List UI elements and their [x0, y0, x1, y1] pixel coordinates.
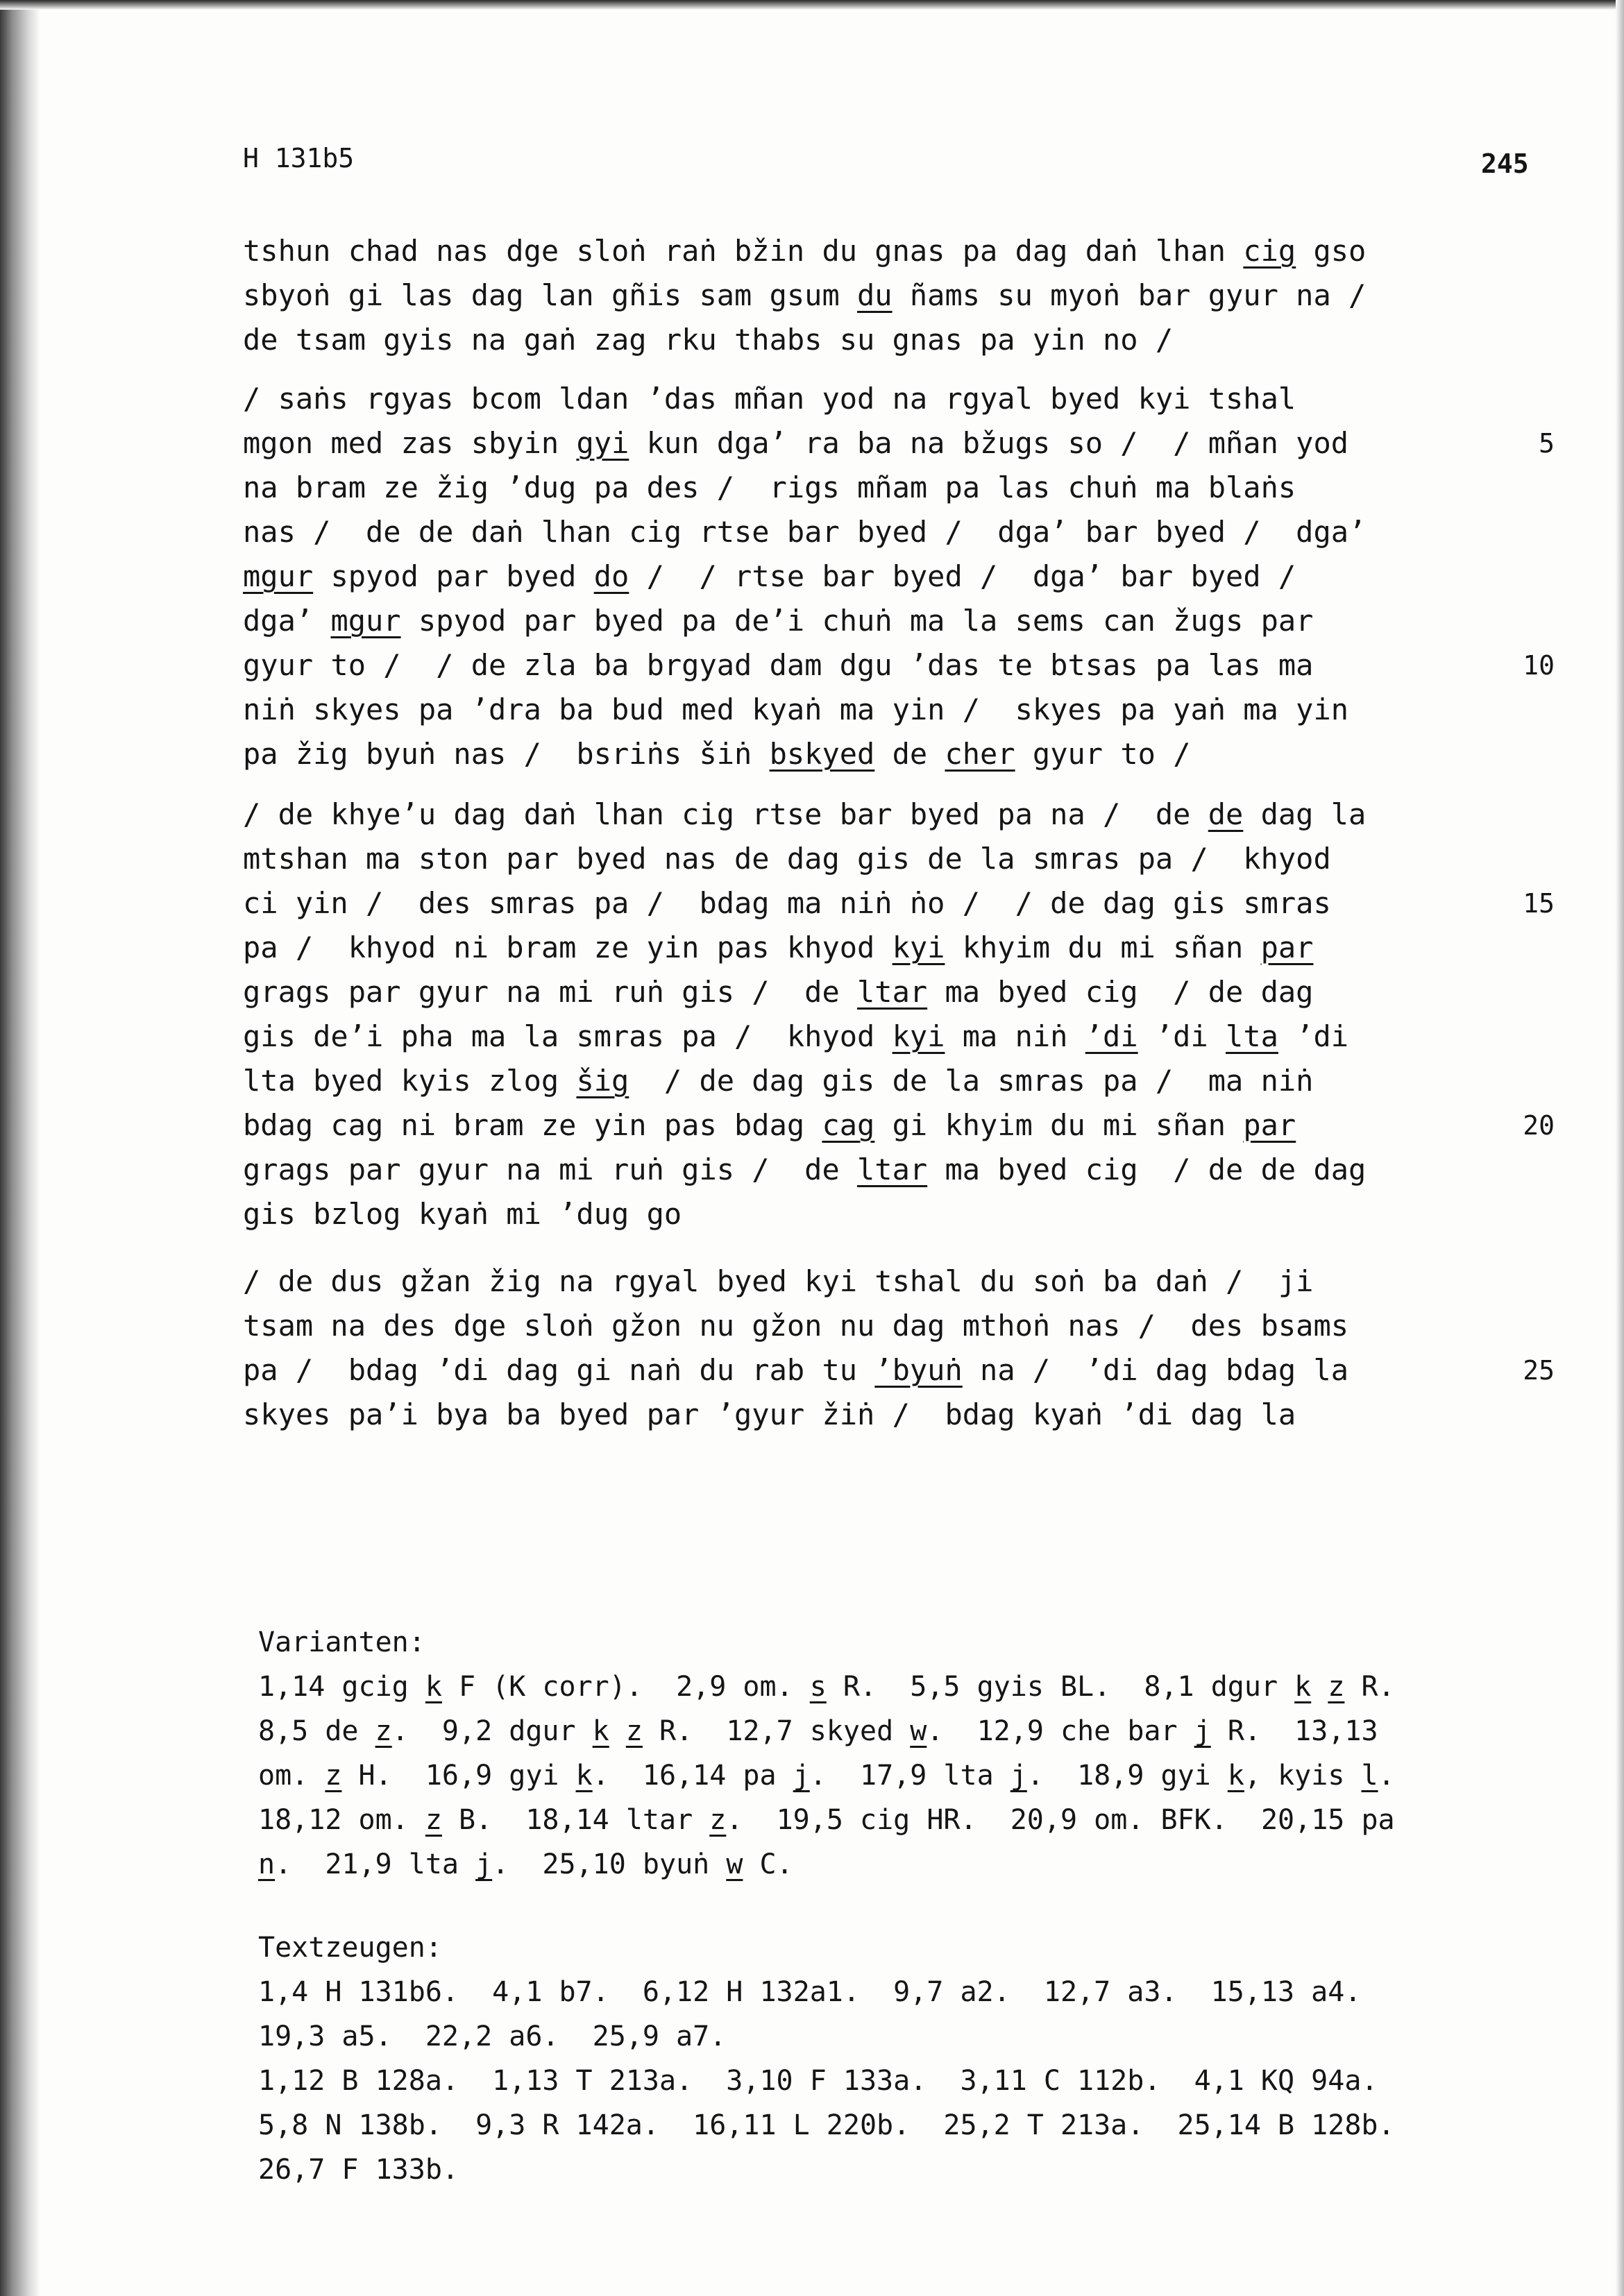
text-line [243, 599, 1464, 643]
text-segment: pa / khyod ni bram ze yin pas khyod [243, 930, 893, 964]
line-number: 5 [1539, 428, 1555, 459]
text-segment: 5,8 N 138b. 9,3 R 142a. 16,11 L 220b. 25,2 T 213a. 25,14 B 128b. [258, 2109, 1395, 2141]
underlined-word: z [625, 1715, 643, 1747]
underlined-word: k [592, 1715, 609, 1747]
text-segment: . 18,9 gyi [1026, 1760, 1228, 1792]
text-segment: 26,7 F 133b. [258, 2154, 459, 2186]
text-line [243, 926, 1464, 970]
text-segment: sbyoṅ gi las dag lan gñis sam gsum [243, 278, 858, 312]
underlined-word: j [475, 1848, 493, 1880]
text-segment: gis de’i pha ma la smras pa / khyod [243, 1019, 893, 1053]
varianten-heading: Varianten: [258, 1626, 425, 1658]
text-segment: . [1378, 1760, 1395, 1792]
varianten-line [258, 1798, 1507, 1842]
text-line [243, 466, 1464, 510]
text-line [243, 732, 1464, 776]
paragraph-3 [243, 792, 1555, 1236]
textzeugen-line [258, 2148, 1507, 2192]
text-segment: 18,12 om. [258, 1804, 425, 1836]
text-segment: . 17,9 lta [809, 1760, 1010, 1792]
text-segment: lta byed kyis zlog [243, 1064, 577, 1098]
text-line [243, 1259, 1464, 1304]
page-number: 245 [1481, 148, 1529, 179]
textzeugen-lines [258, 1970, 1507, 2192]
text-segment: 1,14 gcig [258, 1671, 425, 1703]
underlined-word: ’byuṅ [874, 1353, 963, 1387]
text-segment: ma niṅ [945, 1019, 1085, 1053]
text-segment: / de dag gis de la smras pa / ma niṅ [629, 1064, 1314, 1098]
text-line [243, 1304, 1464, 1348]
text-segment: gyur to / [1015, 737, 1191, 771]
textzeugen-section [258, 1925, 1507, 2192]
text-line [243, 688, 1464, 732]
text-segment [609, 1715, 626, 1747]
text-segment: grags par gyur na mi ruṅ gis / de [243, 1153, 858, 1187]
underlined-word: k [1294, 1671, 1312, 1703]
text-line [243, 1103, 1555, 1148]
underlined-word: z [425, 1804, 442, 1836]
text-segment: R. 5,5 gyis BL. 8,1 dgur [826, 1671, 1295, 1703]
paragraph-4 [243, 1259, 1555, 1437]
text-segment: gis bzlog kyaṅ mi ’dug go [243, 1197, 682, 1231]
underlined-word: w [726, 1848, 743, 1880]
text-segment: ’di [1137, 1019, 1226, 1053]
folio-reference: H 131b5 [243, 143, 355, 173]
text-segment: ci yin / des smras pa / bdag ma niṅ ṅo / / de dag gis smras [243, 886, 1331, 920]
text-line [243, 318, 1464, 362]
underlined-word: n [258, 1848, 276, 1880]
text-line [243, 1192, 1464, 1236]
text-segment: tshun chad nas dge sloṅ raṅ bžin du gnas pa dag daṅ lhan [243, 234, 1244, 268]
underlined-word: z [1328, 1671, 1345, 1703]
underlined-word: j [1010, 1760, 1027, 1792]
text-line [243, 970, 1464, 1014]
text-segment: 19,3 a5. 22,2 a6. 25,9 a7. [258, 2021, 727, 2052]
text-segment: . 19,5 cig HR. 20,9 om. BFK. 20,15 pa [726, 1804, 1395, 1836]
textzeugen-line [258, 2103, 1507, 2148]
textzeugen-line [258, 2059, 1507, 2103]
text-line [243, 1348, 1555, 1393]
text-segment: dga’ [243, 604, 331, 638]
text-segment: / de khye’u dag daṅ lhan cig rtse bar byed pa na / de [243, 797, 1208, 831]
underlined-word: j [793, 1760, 810, 1792]
text-segment: nas / de de daṅ lhan cig rtse bar byed / dga’ bar byed / dga’ [243, 515, 1367, 549]
underlined-word: ltar [857, 975, 928, 1009]
underlined-word: ltar [857, 1153, 928, 1187]
text-segment: . 16,14 pa [592, 1760, 793, 1792]
underlined-word: cag [822, 1108, 875, 1142]
text-segment: tsam na des dge sloṅ gžon nu gžon nu dag mthoṅ nas / des bsams [243, 1309, 1349, 1343]
underlined-word: bskyed [769, 737, 875, 771]
text-line [243, 510, 1464, 554]
text-segment: spyod par byed pa de’i chuṅ ma la sems can žugs par [400, 604, 1314, 638]
text-segment: 1,12 B 128a. 1,13 T 213a. 3,10 F 133a. 3,11 C 112b. 4,1 KQ 94a. [258, 2065, 1378, 2097]
text-segment: pa / bdag ’di dag gi naṅ du rab tu [243, 1353, 875, 1387]
text-segment: mgon med zas sbyin [243, 426, 577, 460]
underlined-word: s [809, 1671, 827, 1703]
underlined-word: gyi [576, 426, 629, 460]
text-segment: na bram ze žig ’dug pa des / rigs mñam pa las chuṅ ma blaṅs [243, 470, 1296, 504]
underlined-word: k [575, 1760, 593, 1792]
text-line [243, 377, 1464, 421]
text-segment: / / rtse bar byed / dga’ bar byed / [629, 559, 1296, 593]
underlined-word: par [1243, 1108, 1296, 1142]
underlined-word: z [709, 1804, 727, 1836]
text-segment: B. 18,14 ltar [441, 1804, 710, 1836]
varianten-line [258, 1665, 1507, 1709]
text-line [243, 273, 1464, 318]
text-segment: 1,4 H 131b6. 4,1 b7. 6,12 H 132a1. 9,7 a2. 12,7 a3. 15,13 a4. [258, 1976, 1362, 2008]
text-line [243, 792, 1464, 837]
page-shadow-left [0, 0, 40, 2296]
underlined-word: de [1208, 797, 1244, 831]
text-line [243, 554, 1464, 599]
text-segment: R. 13,13 [1210, 1715, 1378, 1747]
text-segment: . 9,2 dgur [391, 1715, 593, 1747]
varianten-line [258, 1709, 1507, 1753]
page-shadow-top [0, 0, 1624, 10]
text-segment: , kyis [1244, 1760, 1362, 1792]
underlined-word: kyi [892, 930, 945, 964]
text-line [243, 837, 1464, 881]
underlined-word: k [425, 1671, 442, 1703]
line-number: 10 [1523, 650, 1555, 681]
textzeugen-heading: Textzeugen: [258, 1932, 442, 1964]
underlined-word: l [1361, 1760, 1378, 1792]
underlined-word: lta [1226, 1019, 1278, 1053]
text-line [243, 881, 1555, 926]
text-segment: R. 12,7 skyed [642, 1715, 911, 1747]
text-segment: ma byed cig / de dag [927, 975, 1314, 1009]
text-segment: de [874, 737, 945, 771]
text-segment: kun dga’ ra ba na bžugs so / / mñan yod [629, 426, 1349, 460]
text-segment: bdag cag ni bram ze yin pas bdag [243, 1108, 822, 1142]
underlined-word: ’di [1085, 1019, 1138, 1053]
underlined-word: mgur [330, 604, 401, 638]
textzeugen-line [258, 1970, 1507, 2014]
text-line [243, 1148, 1464, 1192]
text-segment: dag la [1243, 797, 1367, 831]
text-segment: niṅ skyes pa ’dra ba bud med kyaṅ ma yin / skyes pa yaṅ ma yin [243, 692, 1349, 726]
text-segment: . 12,9 che bar [927, 1715, 1194, 1747]
text-segment: H. 16,9 gyi [341, 1760, 576, 1792]
underlined-word: do [593, 559, 629, 593]
text-line [243, 1059, 1464, 1103]
underlined-word: j [1194, 1715, 1211, 1747]
text-segment: R. [1344, 1671, 1395, 1703]
text-segment: gi khyim du mi sñan [874, 1108, 1244, 1142]
page-shadow-right [1616, 0, 1624, 2296]
underlined-word: mgur [243, 559, 314, 593]
text-segment: . 25,10 byuṅ [492, 1848, 727, 1880]
underlined-word: z [375, 1715, 392, 1747]
text-segment: ’di [1278, 1019, 1349, 1053]
text-segment: 8,5 de [258, 1715, 375, 1747]
line-number: 20 [1523, 1110, 1555, 1141]
text-segment: khyim du mi sñan [945, 930, 1261, 964]
line-number: 25 [1523, 1355, 1555, 1386]
text-segment: C. [743, 1848, 793, 1880]
underlined-word: cher [945, 737, 1015, 771]
underlined-word: k [1227, 1760, 1244, 1792]
text-segment [1311, 1671, 1328, 1703]
text-segment: mtshan ma ston par byed nas de dag gis de la smras pa / khyod [243, 842, 1331, 876]
text-segment: / de dus gžan žig na rgyal byed kyi tshal du soṅ ba daṅ / ji [243, 1264, 1314, 1298]
text-line [243, 1393, 1464, 1437]
text-segment: ñams su myoṅ bar gyur na / [892, 278, 1367, 312]
text-segment: spyod par byed [313, 559, 594, 593]
underlined-word: šig [576, 1064, 629, 1098]
varianten-line [258, 1842, 1507, 1887]
text-line [243, 1014, 1464, 1059]
underlined-word: z [325, 1760, 342, 1792]
varianten-line [258, 1753, 1507, 1798]
text-segment: skyes pa’i bya ba byed par ’gyur žiṅ / bdag kyaṅ ’di dag la [243, 1397, 1296, 1431]
text-segment: gyur to / / de zla ba brgyad dam dgu ’das te btsas pa las ma [243, 648, 1314, 682]
text-segment: F (K corr). 2,9 om. [441, 1671, 810, 1703]
varianten-section [258, 1620, 1507, 1887]
text-segment: de tsam gyis na gaṅ zag rku thabs su gnas pa yin no / [243, 323, 1174, 357]
text-line [243, 421, 1555, 466]
text-segment: ma byed cig / de de dag [927, 1153, 1367, 1187]
textzeugen-line [258, 2014, 1507, 2059]
underlined-word: w [910, 1715, 927, 1747]
underlined-word: du [857, 278, 893, 312]
text-segment: pa žig byuṅ nas / bsriṅs šiṅ [243, 737, 770, 771]
text-segment: . 21,9 lta [275, 1848, 476, 1880]
paragraph-2 [243, 377, 1555, 776]
text-line [243, 229, 1464, 273]
line-number: 15 [1523, 888, 1555, 919]
text-segment: na / ’di dag bdag la [962, 1353, 1349, 1387]
text-segment: gso [1296, 234, 1367, 268]
text-segment: om. [258, 1760, 325, 1792]
underlined-word: cig [1243, 234, 1296, 268]
underlined-word: par [1260, 930, 1314, 964]
underlined-word: kyi [892, 1019, 945, 1053]
text-segment: grags par gyur na mi ruṅ gis / de [243, 975, 858, 1009]
text-line [243, 643, 1555, 688]
paragraph-1 [243, 229, 1464, 362]
varianten-lines [258, 1665, 1507, 1887]
text-segment: / saṅs rgyas bcom ldan ’das mñan yod na rgyal byed kyi tshal [243, 382, 1296, 416]
